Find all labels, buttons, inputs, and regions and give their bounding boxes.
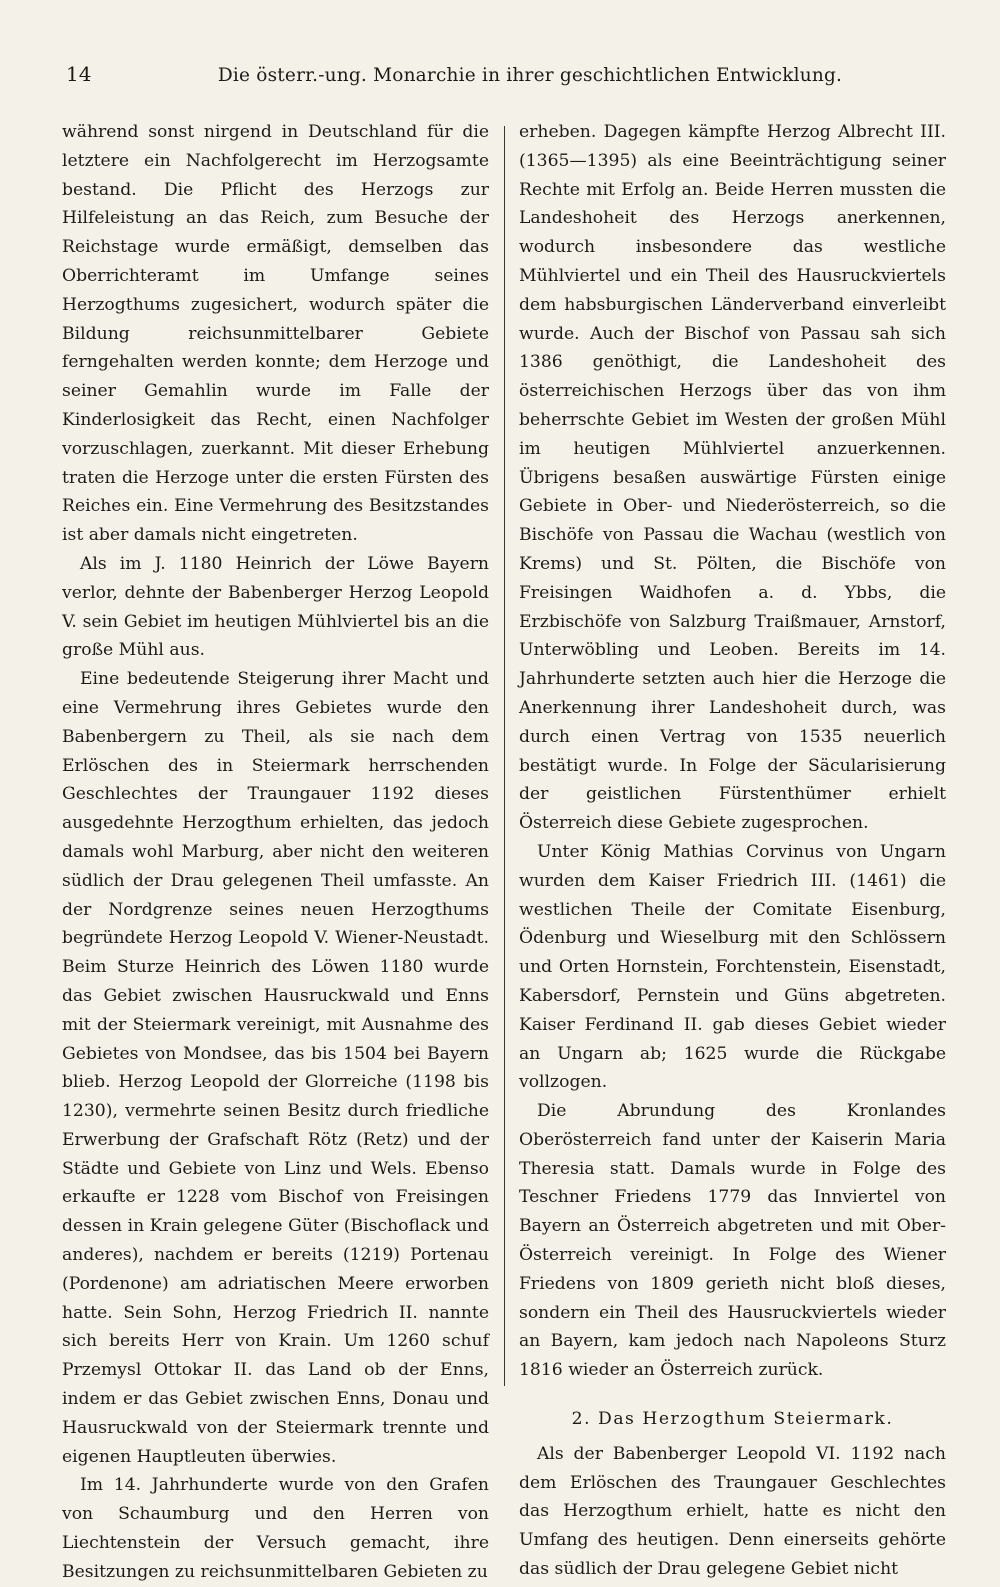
right-paragraph-3: Die Abrundung des Kronlandes Oberösterreich fand unter der Kaiserin Maria Theresia statt. Damals wurde in Folge des Teschner Friedens 1779 das Innviertel von Bayern an Österreich abgetreten und mit Ober-Österreich vereinigt. In Folge des Wiener Friedens von 1809 gerieth nicht bloß dieses, sondern ein Theil des Hausruckviertels wieder an Bayern, kam jedoch nach Napoleons Sturz 1816 wieder an Österreich zurück.: [519, 1101, 946, 1381]
column-divider: [504, 126, 505, 1386]
page-number: 14: [66, 62, 92, 86]
right-column: [519, 118, 946, 1584]
left-paragraph-2: Als im J. 1180 Heinrich der Löwe Bayern verlor, dehnte der Babenberger Herzog Leopold V. sein Gebiet im heutigen Mühlviertel bis an die große Mühl aus.: [62, 553, 489, 661]
page-header: [66, 62, 934, 92]
right-paragraph-1: erheben. Dagegen kämpfte Herzog Albrecht III. (1365—1395) als eine Beeinträchtigung seiner Rechte mit Erfolg an. Beide Herren mussten die Landeshoheit des Herzogs anerkennen, wodurch insbesondere das westliche Mühlviertel und ein Theil des Hausruckviertels dem habsburgischen Länderverband einverleibt wurde. Auch der Bischof von Passau sah sich 1386 genöthigt, die Landeshoheit des österreichischen Herzogs über das von ihm beherrschte Gebiet im Westen der großen Mühl im heutigen Mühlviertel anzuerkennen. Übrigens besaßen auswärtige Fürsten einige Gebiete in Ober- und Niederösterreich, so die Bischöfe von Passau die Wachau (westlich von Krems) und St. Pölten, die Bischöfe von Freisingen Waidhofen a. d. Ybbs, die Erzbischöfe von Salzburg Traißmauer, Arnstorf, Unterwöbling und Leoben. Bereits im 14. Jahrhunderte setzten auch hier die Herzoge die Anerkennung ihrer Landeshoheit durch, was durch einen Vertrag von 1535 neuerlich bestätigt wurde. In Folge der Säcularisierung der geistlichen Fürstenthümer erhielt Österreich diese Gebiete zugesprochen.: [519, 122, 946, 834]
left-paragraph-1: während sonst nirgend in Deutschland für die letztere ein Nachfolgerecht im Herzogsamte bestand. Die Pflicht des Herzogs zur Hilfeleistung an das Reich, zum Besuche der Reichstage wurde ermäßigt, demselben das Oberrichteramt im Umfange seines Herzogthums zugesichert, wodurch später die Bildung reichsunmittelbarer Gebiete ferngehalten werden konnte; dem Herzoge und seiner Gemahlin wurde im Falle der Kinderlosigkeit das Recht, einen Nachfolger vorzuschlagen, zuerkannt. Mit dieser Erhebung traten die Herzoge unter die ersten Fürsten des Reiches ein. Eine Vermehrung des Besitzstandes ist aber damals nicht eingetreten.: [62, 122, 489, 546]
left-column: [62, 118, 489, 1587]
section-paragraph-1: Als der Babenberger Leopold VI. 1192 nach dem Erlöschen des Traungauer Geschlechtes das Herzogthum erhielt, hatte es nicht den Umfang des heutigen. Denn einerseits gehörte das südlich der Drau gelegene Gebiet nicht: [519, 1443, 946, 1580]
right-paragraph-2: Unter König Mathias Corvinus von Ungarn wurden dem Kaiser Friedrich III. (1461) die westlichen Theile der Comitate Eisenburg, Ödenburg und Wieselburg mit den Schlössern und Orten Hornstein, Forchtenstein, Eisenstadt, Kabersdorf, Pernstein und Güns abgetreten. Kaiser Ferdinand II. gab dieses Gebiet wieder an Ungarn ab; 1625 wurde die Rückgabe vollzogen.: [519, 841, 946, 1093]
left-paragraph-4: Im 14. Jahrhunderte wurde von den Grafen von Schaumburg und den Herren von Liechtenstein der Versuch gemacht, ihre Besitzungen zu reichsunmittelbaren Gebieten zu: [62, 1475, 489, 1582]
left-paragraph-3: Eine bedeutende Steigerung ihrer Macht und eine Vermehrung ihres Gebietes wurde den Babenbergern zu Theil, als sie nach dem Erlöschen des in Steiermark herrschenden Geschlechtes der Traungauer 1192 dieses ausgedehnte Herzogthum erhielten, das jedoch damals wohl Marburg, aber nicht den weiteren südlich der Drau gelegenen Theil umfasste. An der Nordgrenze seines neuen Herzogthums begründete Herzog Leopold V. Wiener-Neustadt. Beim Sturze Heinrich des Löwen 1180 wurde das Gebiet zwischen Hausruckwald und Enns mit der Steiermark vereinigt, mit Ausnahme des Gebietes von Mondsee, das bis 1504 bei Bayern blieb. Herzog Leopold der Glorreiche (1198 bis 1230), vermehrte seinen Besitz durch friedliche Erwerbung der Grafschaft Rötz (Retz) und der Städte und Gebiete von Linz und Wels. Ebenso erkaufte er 1228 vom Bischof von Freisingen dessen in Krain gelegene Güter (Bischoflack und anderes), nachdem er bereits (1219) Portenau (Pordenone) am adriatischen Meere erworben hatte. Sein Sohn, Herzog Friedrich II. nannte sich bereits Herr von Krain. Um 1260 schuf Przemysl Ottokar II. das Land ob der Enns, indem er das Gebiet zwischen Enns, Donau und Hausruckwald von der Steiermark trennte und eigenen Hauptleuten überwies.: [62, 669, 489, 1467]
running-title: Die österr.-ung. Monarchie in ihrer geschichtlichen Entwicklung.: [217, 65, 843, 86]
section-heading: 2. Das Herzogthum Steiermark.: [571, 1409, 894, 1430]
